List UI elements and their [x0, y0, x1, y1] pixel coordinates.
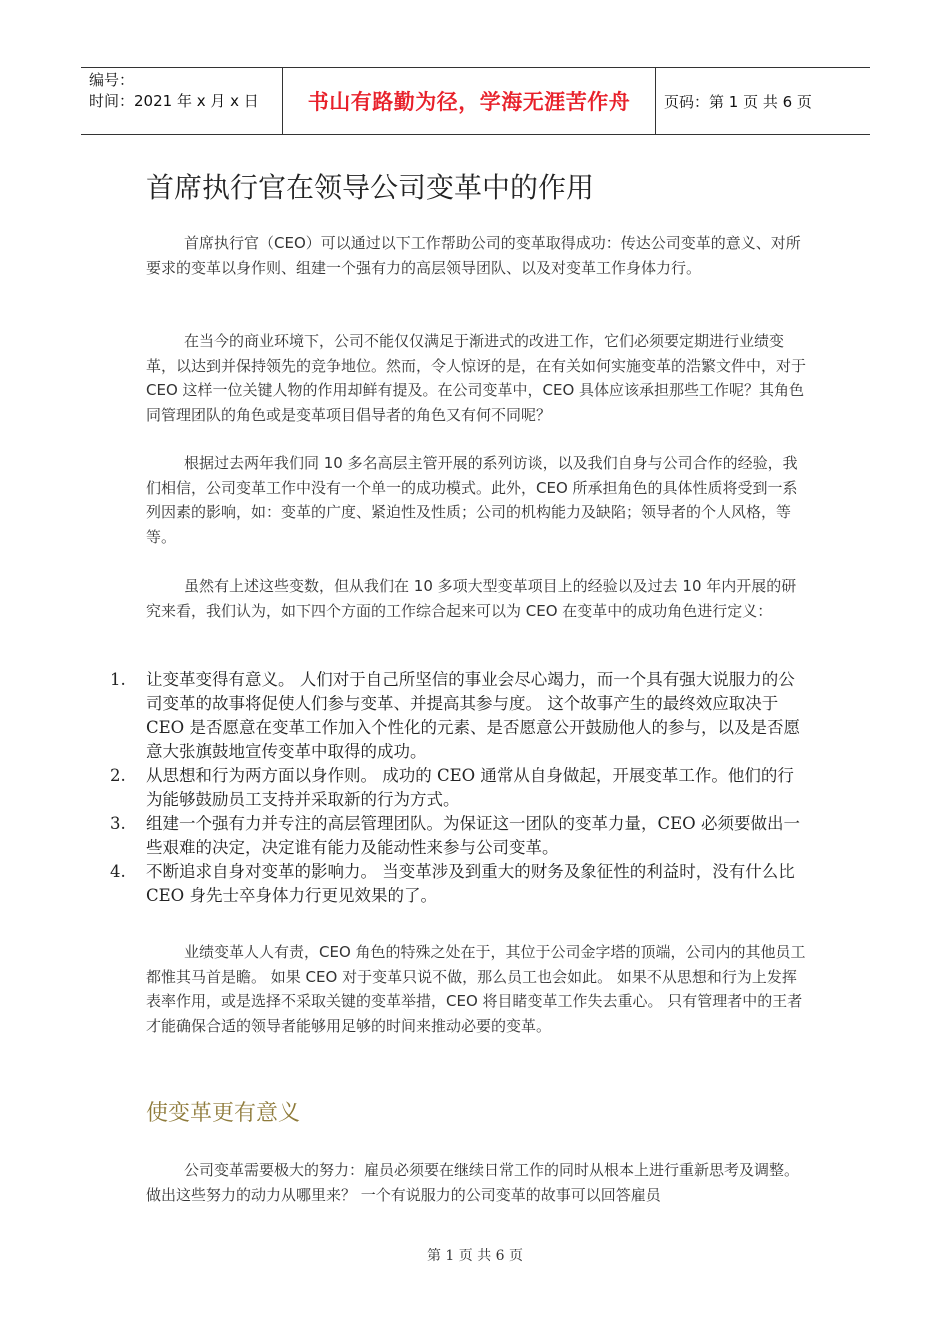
date-label: 时间：2021 年 x 月 x 日 — [89, 92, 259, 110]
list-text: 让变革变得有意义。 人们对于自己所坚信的事业会尽心竭力，而一个具有强大说服力的公司变革的故事将促使人们参与变革、并提高其参与度。 这个故事产生的最终效应取决于 CEO 是否愿意在变革工作加入个性化的元素、是否愿意公开鼓励他人的参与，以及是否愿意大张旗鼓地宣传变革中取得的成功。 — [146, 670, 800, 761]
header-meta — [81, 68, 283, 134]
list-item — [110, 668, 810, 764]
list-text: 不断追求自身对变革的影响力。 当变革涉及到重大的财务及象征性的利益时，没有什么比 CEO 身先士卒身体力行更见效果的了。 — [146, 862, 795, 905]
list-number: 1. — [110, 670, 126, 689]
page-footer: 第 1 页 共 6 页 — [426, 1248, 524, 1264]
list-number: 2. — [110, 766, 126, 785]
list-number: 4. — [110, 862, 126, 881]
section-title: 使变革更有意义 — [146, 1101, 301, 1126]
paragraph-closing: 业绩变革人人有责，CEO 角色的特殊之处在于，其位于公司金字塔的顶端，公司内的其他员工都惟其马首是瞻。 如果 CEO 对于变革只说不做，那么员工也会如此。 如果不从思想和行为上发挥表率作用，或是选择不采取关键的变革举措，CEO 将目睹变革工作失去重心。 只有管理者中的王者才能确保合适的领导者能够用足够的时间来推动必要的变革。 — [146, 943, 806, 1035]
list-number: 3. — [110, 814, 126, 833]
list-item — [110, 860, 810, 908]
paragraph-research: 根据过去两年我们同 10 多名高层主管开展的系列访谈，以及我们自身与公司合作的经验，我们相信，公司变革工作中没有一个单一的成功模式。此外，CEO 所承担角色的具体性质将受到一系列因素的影响，如：变革的广度、紧迫性及性质；公司的机构能力及缺陷；领导者的个人风格，等等。 — [146, 454, 798, 546]
paragraph-section: 公司变革需要极大的努力：雇员必须要在继续日常工作的同时从根本上进行重新思考及调整。 做出这些努力的动力从哪里来？ 一个有说服力的公司变革的故事可以回答雇员 — [146, 1161, 800, 1204]
number-label: 编号： — [89, 71, 135, 89]
list-text: 从思想和行为两方面以身作则。 成功的 CEO 通常从自身做起，开展变革工作。他们的行为能够鼓励员工支持并采取新的行为方式。 — [146, 766, 794, 809]
paragraph-context: 在当今的商业环境下，公司不能仅仅满足于渐进式的改进工作，它们必须要定期进行业绩变革，以达到并保持领先的竞争地位。然而，令人惊讶的是，在有关如何实施变革的浩繁文件中，对于 CEO 这样一位关键人物的作用却鲜有提及。在公司变革中，CEO 具体应该承担那些工作呢？其角色同管理团队的角色或是变革项目倡导者的角色又有何不同呢？ — [146, 332, 807, 424]
document-header — [81, 67, 870, 135]
header-motto: 书山有路勤为径，学海无涯苦作舟 — [283, 68, 656, 134]
ceo-roles-list — [110, 668, 810, 908]
paragraph-intro: 首席执行官（CEO）可以通过以下工作帮助公司的变革取得成功：传达公司变革的意义、对所要求的变革以身作则、组建一个强有力的高层领导团队、以及对变革工作身体力行。 — [146, 234, 801, 277]
list-text: 组建一个强有力并专注的高层管理团队。为保证这一团队的变革力量，CEO 必须要做出一些艰难的决定，决定谁有能力及能动性来参与公司变革。 — [146, 814, 800, 857]
list-item — [110, 764, 810, 812]
header-page-label: 页码：第 1 页 共 6 页 — [664, 92, 812, 111]
paragraph-framework: 虽然有上述这些变数，但从我们在 10 多项大型变革项目上的经验以及过去 10 年内开展的研究来看，我们认为，如下四个方面的工作综合起来可以为 CEO 在变革中的成功角色进行定义： — [146, 577, 797, 620]
document-title: 首席执行官在领导公司变革中的作用 — [146, 171, 595, 204]
list-item — [110, 812, 810, 860]
